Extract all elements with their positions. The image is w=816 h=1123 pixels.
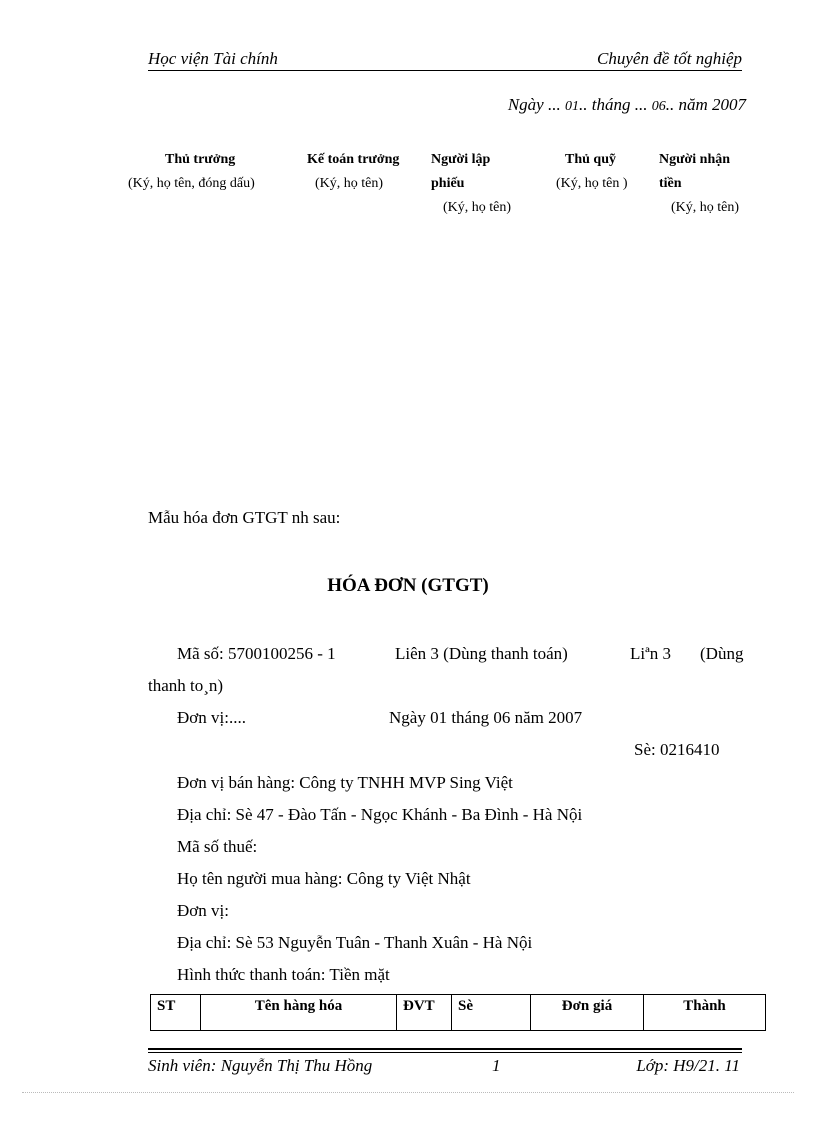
- signature-title: Thủ trưởng: [165, 152, 236, 167]
- footer-page-number: 1: [492, 1056, 501, 1075]
- signature-title-line1: Người lập: [431, 152, 491, 167]
- signature-director: [128, 148, 255, 196]
- buyer-unit: Đơn vị:: [177, 901, 229, 920]
- invoice-copy-garbled-wrap: thanh to¸n): [148, 676, 224, 695]
- column-header: Tên hàng hóa: [201, 995, 397, 1031]
- invoice-date: Ngày 01 tháng 06 năm 2007: [389, 708, 583, 727]
- signature-note: (Ký, họ tên ): [556, 176, 628, 191]
- signature-title-line1: Người nhận: [659, 152, 731, 167]
- seller-name: Đơn vị bán hàng: Công ty TNHH MVP Sing Việt: [177, 773, 513, 792]
- header-institution: Học viện Tài chính: [148, 49, 278, 68]
- column-header: ĐVT: [397, 995, 452, 1031]
- date-month-label: .. tháng ...: [578, 95, 652, 114]
- invoice-title: HÓA ĐƠN (GTGT): [327, 575, 489, 596]
- seller-address: Địa chỉ: Sè 47 - Đào Tấn - Ngọc Khánh - Ba Đình - Hà Nội: [177, 805, 583, 824]
- payment-method: Hình thức thanh toán: Tiền mặt: [177, 965, 390, 984]
- footer-class: Lớp: H9/21. 11: [636, 1056, 740, 1075]
- table-header-row: [151, 995, 766, 1031]
- signature-title-line2: tiền: [659, 176, 682, 191]
- intro-text: Mẫu hóa đơn GTGT nh sau:: [148, 508, 341, 527]
- column-header: ST: [151, 995, 201, 1031]
- signature-note: (Ký, họ tên): [443, 200, 512, 215]
- header-document-type: Chuyên đề tốt nghiệp: [597, 49, 742, 68]
- date-prefix: Ngày ...: [507, 95, 565, 114]
- invoice-copy-garbled: Liªn 3: [630, 644, 672, 663]
- signature-chief-accountant: [307, 148, 399, 196]
- column-header: Thành: [644, 995, 766, 1031]
- document-date: [508, 95, 746, 115]
- page-edge: [22, 1092, 794, 1093]
- signature-cashier: [556, 148, 628, 196]
- invoice-copy-garbled-cont: (Dùng: [700, 644, 744, 663]
- invoice-number: Sè: 0216410: [634, 740, 720, 759]
- header-rule: [148, 70, 742, 71]
- signature-note: (Ký, họ tên): [315, 176, 384, 191]
- buyer-address: Địa chỉ: Sè 53 Nguyễn Tuân - Thanh Xuân - Hà Nội: [177, 933, 533, 952]
- date-year: .. năm 2007: [665, 95, 746, 114]
- signature-note: (Ký, họ tên, đóng dấu): [128, 176, 255, 191]
- signature-recipient: [659, 148, 739, 220]
- footer-student: Sinh viên: Nguyễn Thị Thu Hồng: [148, 1056, 373, 1075]
- invoice-code: Mã số: 5700100256 - 1: [177, 644, 336, 663]
- buyer-name: Họ tên người mua hàng: Công ty Việt Nhật: [177, 869, 471, 888]
- signature-title: Kế toán trưởng: [307, 152, 400, 167]
- footer-rule-thin: [148, 1052, 742, 1053]
- column-header: Đơn giá: [531, 995, 644, 1031]
- date-day: 01: [564, 99, 579, 114]
- invoice-unit: Đơn vị:....: [177, 708, 246, 727]
- date-month: 06: [651, 99, 666, 114]
- invoice-items-table: [150, 994, 766, 1031]
- signature-title: Thủ quỹ: [565, 152, 616, 167]
- column-header: Sè: [452, 995, 531, 1031]
- invoice-copy-label: Liên 3 (Dùng thanh toán): [395, 644, 568, 663]
- signature-title-line2: phiếu: [431, 176, 465, 191]
- signature-preparer: [431, 148, 511, 220]
- footer-rule: [148, 1048, 742, 1050]
- tax-code: Mã số thuế:: [177, 837, 258, 856]
- signature-note: (Ký, họ tên): [671, 200, 740, 215]
